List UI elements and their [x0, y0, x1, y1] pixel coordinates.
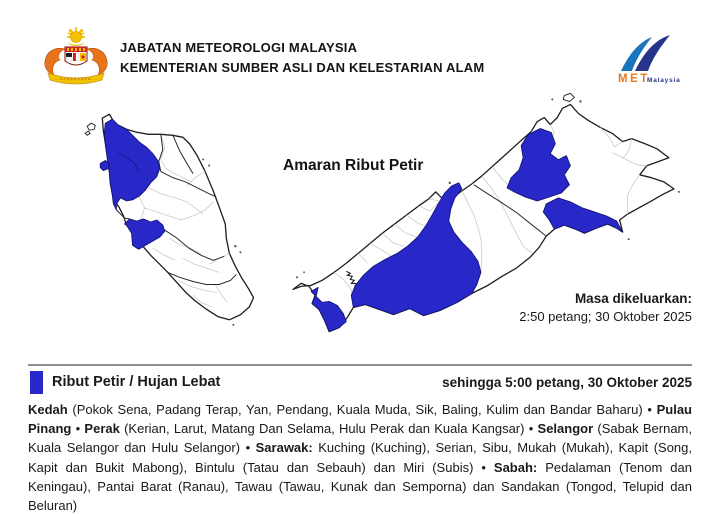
highlight-pulau-pinang: [100, 161, 109, 171]
ministry-name: KEMENTERIAN SUMBER ASLI DAN KELESTARIAN ALAM: [120, 60, 485, 75]
map-peninsular-malaysia: [82, 97, 294, 344]
affected-areas-text: Kedah (Pokok Sena, Padang Terap, Yan, Pendang, Kuala Muda, Sik, Baling, Kulim dan Bandar Baharu) • Pulau Pinang • Perak (Kerian, Larut, Matang Dan Selama, Hulu Perak dan Kuala Kangsar) • Selangor (Sabak Bernam, Kuala Selangor dan Hulu Selangor) • Sarawak: Kuching (Kuching), Serian, Sibu, Mukah (Mukah), Kapit (Song, Kapit dan Bukit Mabong), Bintulu (Tatau dan Sebauh) dan Miri (Subis) • Sabah: Pedalaman (Tenom dan Keningau), Pantai Barat (Ranau), Tawau (Tawau, Kunak dan Semporna) dan Sandakan (Tongod, Telupid dan Beluran): [28, 402, 692, 514]
warning-type-label: Ribut Petir / Hujan Lebat: [52, 374, 221, 390]
issued-time-value: 2:50 petang; 30 Oktober 2025: [519, 309, 692, 324]
met-malaysia-logo: [606, 34, 688, 88]
met-logo-subtext: Malaysia: [647, 77, 681, 84]
met-logo-text: MET: [618, 73, 650, 85]
issued-time-block: [519, 291, 692, 324]
agency-title: [120, 38, 484, 78]
warning-color-swatch: [30, 371, 43, 394]
issued-time-label: Masa dikeluarkan:: [574, 291, 692, 306]
section-divider: [28, 364, 692, 366]
malaysia-coat-of-arms-icon: [38, 25, 114, 89]
map-title: Amaran Ribut Petir: [283, 157, 424, 174]
agency-name: JABATAN METEOROLOGI MALAYSIA: [120, 40, 358, 55]
warning-valid-until: sehingga 5:00 petang, 30 Oktober 2025: [442, 375, 692, 390]
